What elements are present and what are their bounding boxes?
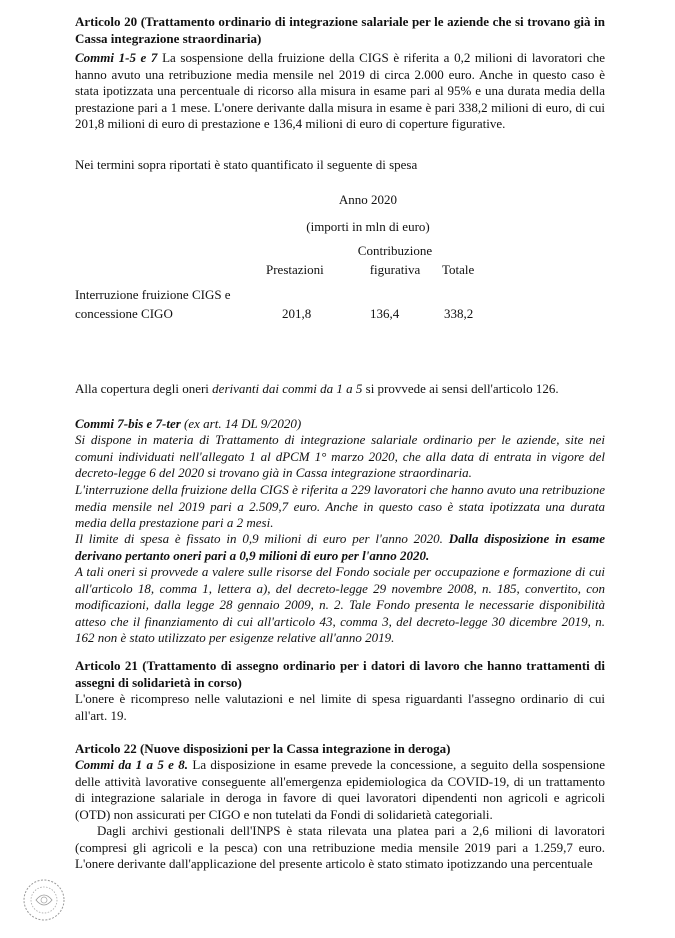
- bis-paragraph-2: L'interruzione della fruizione della CIGS è riferita a 229 lavoratori che hanno avuto una retribuzione media mensile nel 2019 pari a 2.509,7 euro. Anche in questo caso è stata ipotizzata una durata media della prestazione pari a 2 mesi.: [75, 482, 605, 531]
- table-col2-line2: figurativa: [369, 262, 421, 277]
- bis-paragraph-4: A tali oneri si provvede a valere sulle risorse del Fondo sociale per occupazione e formazione di cui all'articolo 18, comma 1, lettera a), del decreto-legge 29 novembre 2008, n. 185, convertito, con modificazioni, dalla legge 28 gennaio 2009, n. 2. Tale Fondo presenta le necessarie disponibilità atteso che il finanziamento di cui all'articolo 43, comma 3, del decreto-legge 30 dicembre 2019, n. 162 non è stato utilizzato per esigenze relative all'anno 2019.: [75, 564, 605, 646]
- art22-paragraph-1: [75, 757, 605, 823]
- coverage-pre: Alla copertura degli oneri: [75, 381, 213, 396]
- table-intro: Nei termini sopra riportati è stato quantificato il seguente di spesa: [75, 157, 418, 172]
- table-col3-header: Totale: [442, 262, 475, 277]
- table-value-totale: 338,2: [444, 306, 474, 321]
- art21-text: L'onere è ricompreso nelle valutazioni e nel limite di spesa riguardanti l'assegno ordinario di cui all'art. 19.: [75, 691, 605, 723]
- bis-p3-plain: Il limite di spesa è fissato in 0,9 milioni di euro per l'anno 2020.: [75, 531, 449, 546]
- art22-heading: Articolo 22 (Nuove disposizioni per la Cassa integrazione in deroga): [75, 741, 451, 756]
- bis-heading-ref: (ex art. 14 DL 9/2020): [184, 416, 302, 431]
- coverage-italic: derivanti dai commi da 1 a 5: [212, 381, 363, 396]
- bis-paragraph-3: [75, 531, 605, 564]
- art22-paragraph-2: Dagli archivi gestionali dell'INPS è stata rilevata una platea pari a 2,6 milioni di lavoratori (compresi gli agricoli e la pesca) con una retribuzione media mensile 2019 pari a 1.259,7 euro. L'onere derivante dall'applicazione del presente articolo è stato stimato ipotizzando una percentuale: [75, 823, 605, 872]
- table-row-label-1: Interruzione fruizione CIGS e: [75, 287, 231, 302]
- bis-p3-bold: Dalla disposizione in esame derivano pertanto oneri pari a 0,9 milioni di euro per l'anno 2020.: [75, 531, 605, 563]
- bis-heading: [75, 416, 605, 433]
- table-unit: (importi in mln di euro): [306, 219, 430, 234]
- art20-commi-paragraph: [75, 50, 605, 133]
- bis-paragraph-1: Si dispone in materia di Trattamento di integrazione salariale ordinario per le aziende, site nei comuni individuati nell'allegato 1 al dPCM 1° marzo 2020, che alla data di entrata in vigore del decreto-legge 6 del 2020 si trovano già in Cassa integrazione straordinaria.: [75, 432, 605, 481]
- table-col1-header: Prestazioni: [266, 262, 324, 277]
- art22-p1-text: La disposizione in esame prevede la concessione, a seguito della sospensione delle attività lavorative conseguente all'emergenza epidemiologica da COVID-19, di un trattamento di integrazione salariale in deroga in favore di quei lavoratori dipendenti non agricoli e agricoli (OTD) non assicurati per CIGO e non tutelati da Fondi di solidarietà categoriali.: [75, 757, 606, 822]
- table-value-contribuzione: 136,4: [370, 306, 400, 321]
- seal-stamp-icon: [22, 878, 66, 922]
- art20-commi-label: Commi 1-5 e 7: [75, 50, 158, 65]
- art22-commi-label: Commi da 1 a 5 e 8.: [75, 757, 189, 772]
- table-value-prestazioni: 201,8: [282, 306, 312, 321]
- bis-heading-label: Commi 7-bis e 7-ter: [75, 416, 181, 431]
- art21-heading: Articolo 21 (Trattamento di assegno ordinario per i datori di lavoro che hanno trattamenti di assegni di solidarietà in corso): [75, 658, 605, 690]
- table-year: Anno 2020: [338, 192, 398, 207]
- art20-commi-text: La sospensione della fruizione della CIGS è riferita a 0,2 milioni di lavoratori che hanno avuto una retribuzione media mensile nel 2019 di circa 2.000 euro. Anche in questo caso è stata ipotizzata una percentuale di ricorso alla misura in esame pari al 95% e una durata media della prestazione pari a 1 mese. L'onere derivante dalla misura in esame è pari 338,2 milioni di euro, di cui 201,8 milioni di euro di prestazione e 136,4 milioni di euro di coperture figurative.: [75, 50, 606, 132]
- table-row-label-2: concessione CIGO: [75, 306, 173, 321]
- art20-heading: Articolo 20 (Trattamento ordinario di integrazione salariale per le aziende che si trovano già in Cassa integrazione straordinaria): [75, 14, 605, 46]
- coverage-sentence: [75, 381, 605, 398]
- table-col2-line1: Contribuzione: [357, 243, 433, 258]
- coverage-post: si provvede ai sensi dell'articolo 126.: [362, 381, 559, 396]
